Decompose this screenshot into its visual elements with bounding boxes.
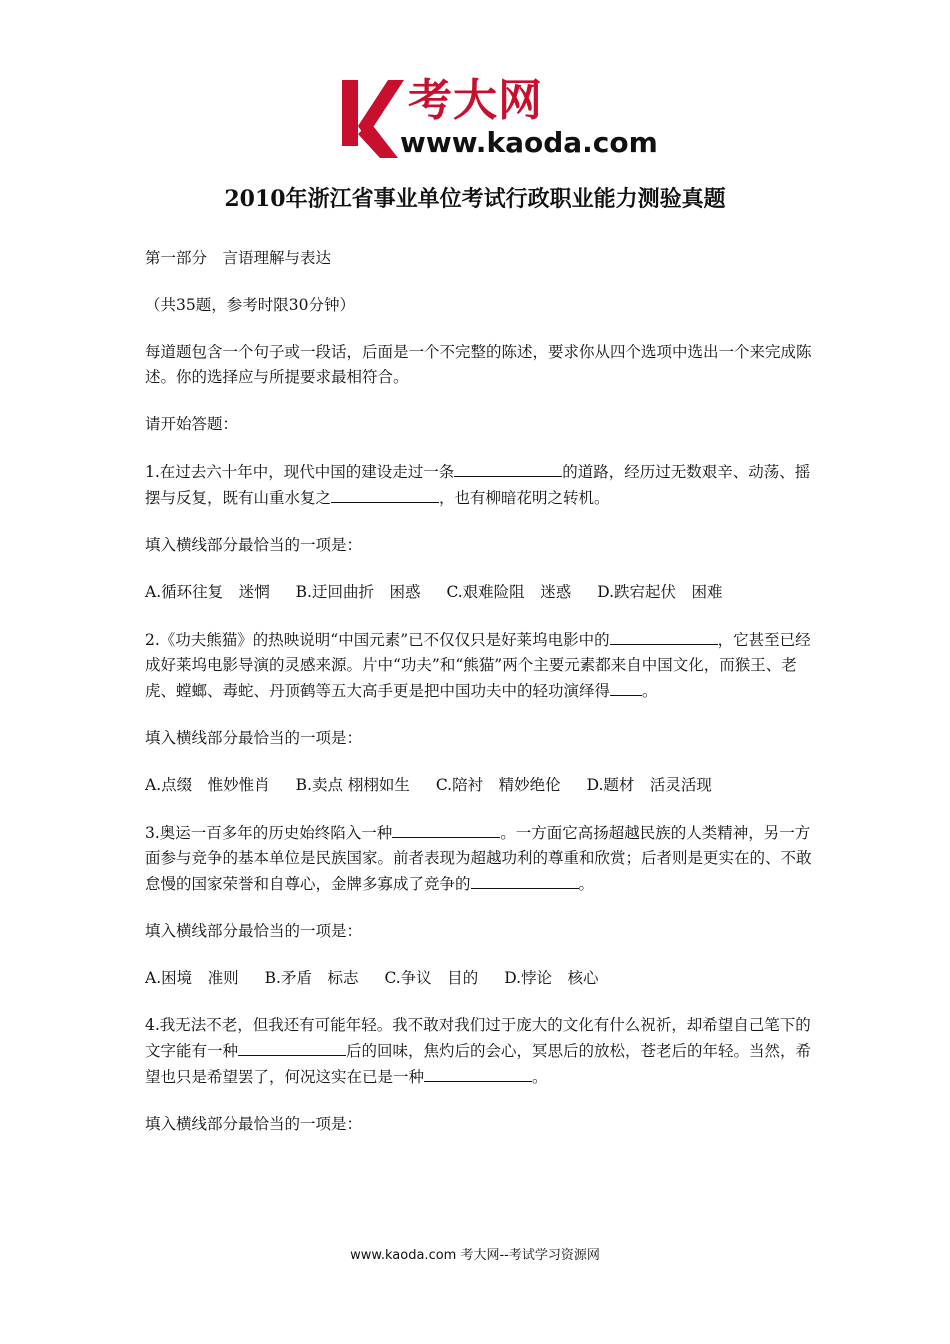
logo-brand-cn: 考大网 (408, 75, 543, 126)
question-1 (145, 459, 825, 511)
logo-brand-url: www.kaoda.com (400, 126, 658, 159)
options-q2 (145, 773, 825, 798)
k-logo-icon (336, 76, 406, 160)
options-q3 (145, 966, 825, 991)
option-a: A.困境 准则 (145, 969, 239, 987)
option-b: B.矛盾 标志 (264, 969, 359, 987)
option-d: D.悖论 核心 (504, 969, 599, 987)
answer-blank (610, 627, 718, 645)
question-2 (145, 627, 825, 704)
option-c: C.艰难险阻 迷惑 (446, 583, 572, 601)
option-d: D.题材 活灵活现 (586, 776, 712, 794)
document-body (145, 246, 825, 1159)
question-text: 4.我无法不老，但我还有可能年轻。我不敢对我们过于庞大的文化有什么祝祈，却希望自己笔下的文字能有一种 (145, 1016, 811, 1060)
question-text: 。 (642, 682, 658, 700)
option-a: A.循环往复 迷惘 (145, 583, 270, 601)
fill-prompt: 填入横线部分最恰当的一项是： (145, 922, 363, 940)
question-text: 。一方面它高扬超越民族的人类精神，另一方面参与竞争的基本单位是民族国家。前者表现为超越功利的尊重和欣赏；后者则是更实在的、不敢怠慢的国家荣誉和自尊心，金牌多寡成了竞争的 (145, 824, 812, 893)
question-text: 1.在过去六十年中，现代中国的建设走过一条 (145, 463, 455, 481)
fill-prompt: 填入横线部分最恰当的一项是： (145, 729, 363, 747)
fill-prompt: 填入横线部分最恰当的一项是： (145, 536, 363, 554)
document-title: 2010年浙江省事业单位考试行政职业能力测验真题 (224, 186, 726, 212)
site-logo[interactable] (336, 76, 656, 160)
answer-blank (610, 678, 642, 696)
instructions: 每道题包含一个句子或一段话，后面是一个不完整的陈述，要求你从四个选项中选出一个来完成陈述。你的选择应与所提要求最相符合。 (145, 343, 812, 386)
option-b: B.迂回曲折 困惑 (295, 583, 421, 601)
answer-blank (471, 871, 579, 889)
question-text: 后的回味，焦灼后的会心，冥思后的放松，苍老后的年轻。当然，希望也只是希望罢了，何况这实在已是一种 (145, 1042, 812, 1086)
option-d: D.跌宕起伏 困难 (597, 583, 723, 601)
fill-prompt: 填入横线部分最恰当的一项是： (145, 1115, 363, 1133)
option-a: A.点缀 惟妙惟肖 (145, 776, 270, 794)
question-text: 。 (578, 875, 595, 893)
question-3 (145, 820, 825, 897)
option-c: C.争议 目的 (384, 969, 479, 987)
question-text: ，也有柳暗花明之转机。 (439, 489, 610, 507)
answer-blank (331, 485, 439, 503)
options-q1 (145, 580, 825, 605)
question-text: 2.《功夫熊猫》的热映说明“中国元素”已不仅仅只是好莱坞电影中的 (145, 631, 610, 649)
question-text: 3.奥运一百多年的历史始终陷入一种 (145, 824, 393, 842)
page-footer: www.kaoda.com 考大网--考试学习资源网 (350, 1248, 600, 1263)
start-prompt: 请开始答题： (145, 415, 239, 433)
answer-blank (424, 1064, 532, 1082)
question-text: 。 (532, 1068, 548, 1086)
section-heading: 第一部分 言语理解与表达 (145, 249, 332, 267)
answer-blank (238, 1038, 346, 1056)
question-text: ，它甚至已经成好莱坞电影导演的灵感来源。片中“功夫”和“熊猫”两个主要元素都来自中国文化，而猴王、老虎、螳螂、毒蛇、丹顶鹤等五大高手更是把中国功夫中的轻功演绎得 (145, 631, 811, 700)
option-c: C.陪衬 精妙绝伦 (435, 776, 561, 794)
count-note: （共35题，参考时限30分钟） (145, 296, 355, 314)
answer-blank (392, 820, 500, 838)
question-4 (145, 1013, 825, 1090)
question-text: 的道路，经历过无数艰辛、动荡、摇摆与反复，既有山重水复之 (145, 463, 811, 507)
option-b: B.卖点 栩栩如生 (295, 776, 410, 794)
answer-blank (454, 459, 562, 477)
